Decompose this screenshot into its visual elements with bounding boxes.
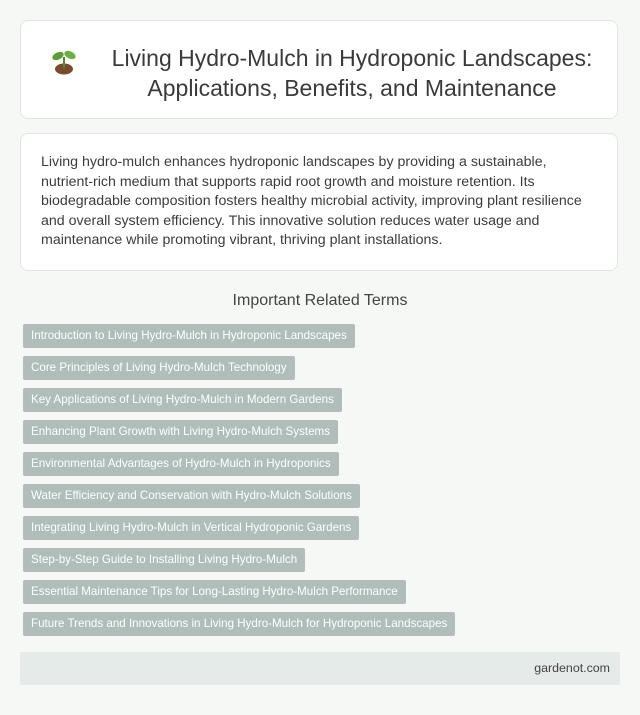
- header-card: [20, 20, 618, 119]
- intro-text: Living hydro-mulch enhances hydroponic landscapes by providing a sustainable, nutrient-rich medium that supports rapid root growth and moisture retention. Its biodegradable composition fosters healthy microbial activity, improving plant resilience and overall system efficiency. This innovative solution reduces water usage and maintenance while promoting vibrant, thriving plant installations.: [41, 154, 582, 249]
- list-item: [23, 356, 613, 388]
- related-terms-heading: Important Related Terms: [232, 292, 408, 309]
- list-item: [23, 388, 613, 420]
- list-item: [23, 580, 613, 612]
- term-link-intro[interactable]: Introduction to Living Hydro-Mulch in Hydroponic Landscapes: [23, 324, 355, 348]
- list-item: [23, 516, 613, 548]
- page-title: Living Hydro-Mulch in Hydroponic Landscapes: Applications, Benefits, and Maintenance: [111, 45, 593, 101]
- term-link-key-applications[interactable]: Key Applications of Living Hydro-Mulch in Modern Gardens: [23, 388, 342, 412]
- footer: [20, 652, 620, 685]
- related-terms-list: [23, 324, 613, 644]
- list-item: [23, 548, 613, 580]
- term-link-future-trends[interactable]: Future Trends and Innovations in Living Hydro-Mulch for Hydroponic Landscapes: [23, 612, 455, 636]
- list-item: [23, 612, 613, 644]
- term-link-vertical-gardens[interactable]: Integrating Living Hydro-Mulch in Vertical Hydroponic Gardens: [23, 516, 359, 540]
- list-item: [23, 420, 613, 452]
- footer-site: gardenot.com: [534, 661, 610, 675]
- term-link-maintenance-tips[interactable]: Essential Maintenance Tips for Long-Lasting Hydro-Mulch Performance: [23, 580, 406, 604]
- term-link-core-principles[interactable]: Core Principles of Living Hydro-Mulch Technology: [23, 356, 295, 380]
- term-link-plant-growth[interactable]: Enhancing Plant Growth with Living Hydro-Mulch Systems: [23, 420, 338, 444]
- header: [47, 43, 607, 103]
- term-link-installation-guide[interactable]: Step-by-Step Guide to Installing Living Hydro-Mulch: [23, 548, 305, 572]
- list-item: [23, 324, 613, 356]
- term-link-environmental[interactable]: Environmental Advantages of Hydro-Mulch in Hydroponics: [23, 452, 339, 476]
- term-link-water-efficiency[interactable]: Water Efficiency and Conservation with Hydro-Mulch Solutions: [23, 484, 360, 508]
- list-item: [23, 484, 613, 516]
- intro-card: [20, 133, 618, 271]
- sprout-icon: [51, 47, 77, 75]
- list-item: [23, 452, 613, 484]
